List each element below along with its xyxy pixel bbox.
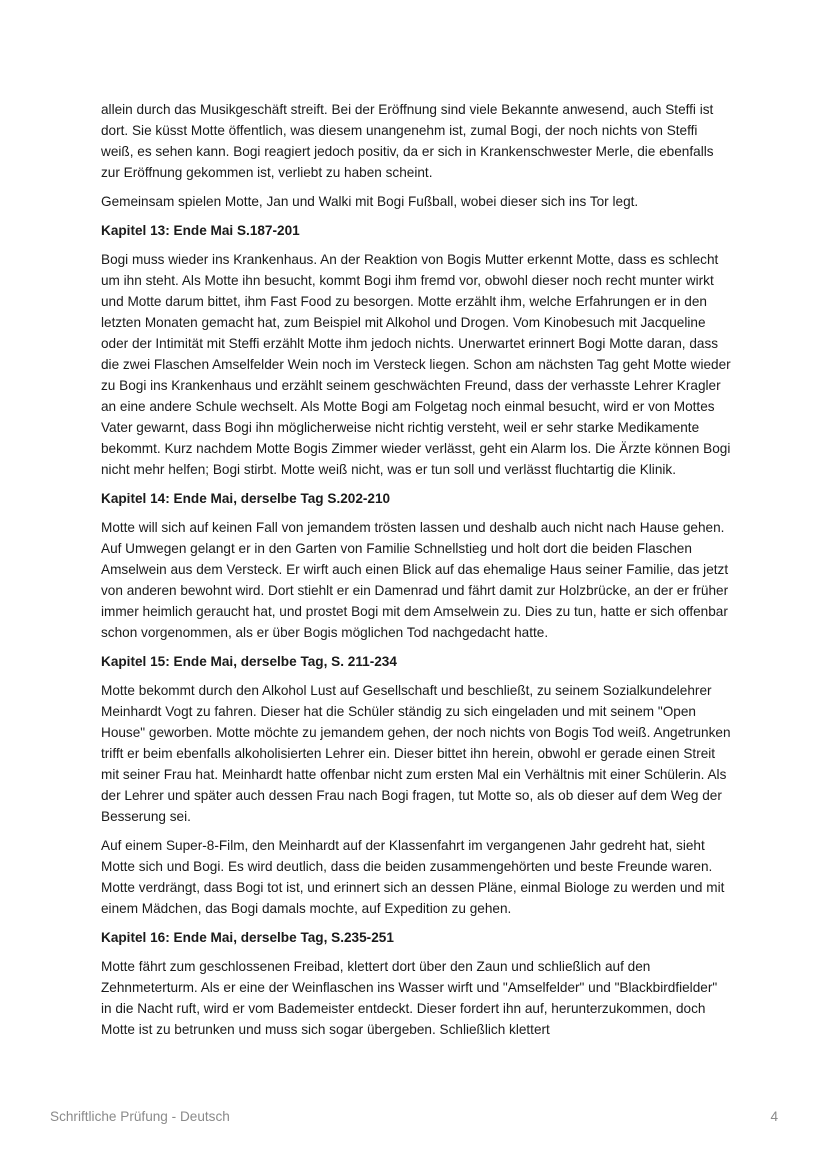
paragraph: Gemeinsam spielen Motte, Jan und Walki mit Bogi Fußball, wobei dieser sich ins Tor legt.: [101, 194, 639, 209]
document-body: [101, 99, 731, 1048]
paragraph: Motte bekommt durch den Alkohol Lust auf Gesellschaft und beschließt, zu seinem Sozialkundelehrer Meinhardt Vogt zu fahren. Dieser hat die Schüler ständig zu sich eingeladen und mit seinem "Open House" geworben. Motte möchte zu jemandem gehen, der noch nichts von Bogis Tod weiß. Angetrunken trifft er beim ebenfalls alkoholisierten Lehrer ein. Dieser bittet ihn herein, obwohl er gerade einen Streit mit seiner Frau hat. Meinhardt hatte offenbar nicht zum ersten Mal ein Verhältnis mit einer Schülerin. Als der Lehrer und später auch dessen Frau nach Bogi fragen, tut Motte so, als ob dieser auf dem Weg der Besserung sei.: [101, 683, 731, 824]
footer-label: Schriftliche Prüfung - Deutsch: [50, 1109, 230, 1124]
paragraph: Motte will sich auf keinen Fall von jemandem trösten lassen und deshalb auch nicht nach Hause gehen. Auf Umwegen gelangt er in den Garten von Familie Schnellstieg und holt dort die beiden Flaschen Amselwein aus dem Versteck. Er wirft auch einen Blick auf das ehemalige Haus seiner Familie, das jetzt von anderen bewohnt wird. Dort stiehlt er ein Damenrad und fährt damit zur Holzbrücke, an der er früher immer heimlich geraucht hat, und prostet Bogi mit dem Amselwein zu. Dies zu tun, hatte er sich offenbar schon vorgenommen, als er über Bogis möglichen Tod nachgedacht hatte.: [101, 520, 729, 640]
paragraph: allein durch das Musikgeschäft streift. Bei der Eröffnung sind viele Bekannte anwesend, auch Steffi ist dort. Sie küsst Motte öffentlich, was diesem unangenehm ist, zumal Bogi, der noch nichts von Steffi weiß, es sehen kann. Bogi reagiert jedoch positiv, da er sich in Krankenschwester Merle, die ebenfalls zur Eröffnung gekommen ist, verliebt zu haben scheint.: [101, 102, 714, 180]
chapter-heading: Kapitel 16: Ende Mai, derselbe Tag, S.235-251: [101, 930, 394, 945]
page-number: 4: [770, 1109, 778, 1124]
chapter-heading: Kapitel 15: Ende Mai, derselbe Tag, S. 211-234: [101, 654, 397, 669]
chapter-heading: Kapitel 13: Ende Mai S.187-201: [101, 223, 300, 238]
chapter-heading: Kapitel 14: Ende Mai, derselbe Tag S.202-210: [101, 491, 391, 506]
paragraph: Motte fährt zum geschlossenen Freibad, klettert dort über den Zaun und schließlich auf den Zehnmeterturm. Als er eine der Weinflaschen ins Wasser wirft und "Amselfelder" und "Blackbirdfielder" in die Nacht ruft, wird er vom Bademeister entdeckt. Dieser fordert ihn auf, herunterzukommen, doch Motte ist zu betrunken und muss sich sogar übergeben. Schließlich klettert: [101, 959, 718, 1037]
paragraph: Bogi muss wieder ins Krankenhaus. An der Reaktion von Bogis Mutter erkennt Motte, dass es schlecht um ihn steht. Als Motte ihn besucht, kommt Bogi ihm fremd vor, obwohl dieser noch recht munter wirkt und Motte darum bittet, ihm Fast Food zu besorgen. Motte erzählt ihm, welche Erfahrungen er in den letzten Monaten gemacht hat, zum Beispiel mit Alkohol und Drogen. Vom Kinobesuch mit Jacqueline oder der Intimität mit Steffi erzählt Motte ihm jedoch nichts. Unerwartet erinnert Bogi Motte daran, dass die zwei Flaschen Amselfelder Wein noch im Versteck liegen. Schon am nächsten Tag geht Motte wieder zu Bogi ins Krankenhaus und erzählt seinem geschwächten Freund, dass der verhasste Lehrer Kragler an eine andere Schule wechselt. Als Motte Bogi am Folgetag noch einmal besucht, wird er von Mottes Vater gewarnt, dass Bogi ihn möglicherweise nicht richtig versteht, weil er sehr starke Medikamente bekommt. Kurz nachdem Motte Bogis Zimmer wieder verlässt, geht ein Alarm los. Die Ärzte können Bogi nicht mehr helfen; Bogi stirbt. Motte weiß nicht, was er tun soll und verlässt fluchtartig die Klinik.: [101, 252, 731, 477]
paragraph: Auf einem Super-8-Film, den Meinhardt auf der Klassenfahrt im vergangenen Jahr gedreht hat, sieht Motte sich und Bogi. Es wird deutlich, dass die beiden zusammengehörten und beste Freunde waren. Motte verdrängt, dass Bogi tot ist, und erinnert sich an dessen Pläne, einmal Biologe zu werden und mit einem Mädchen, das Bogi damals mochte, auf Expedition zu gehen.: [101, 838, 725, 916]
